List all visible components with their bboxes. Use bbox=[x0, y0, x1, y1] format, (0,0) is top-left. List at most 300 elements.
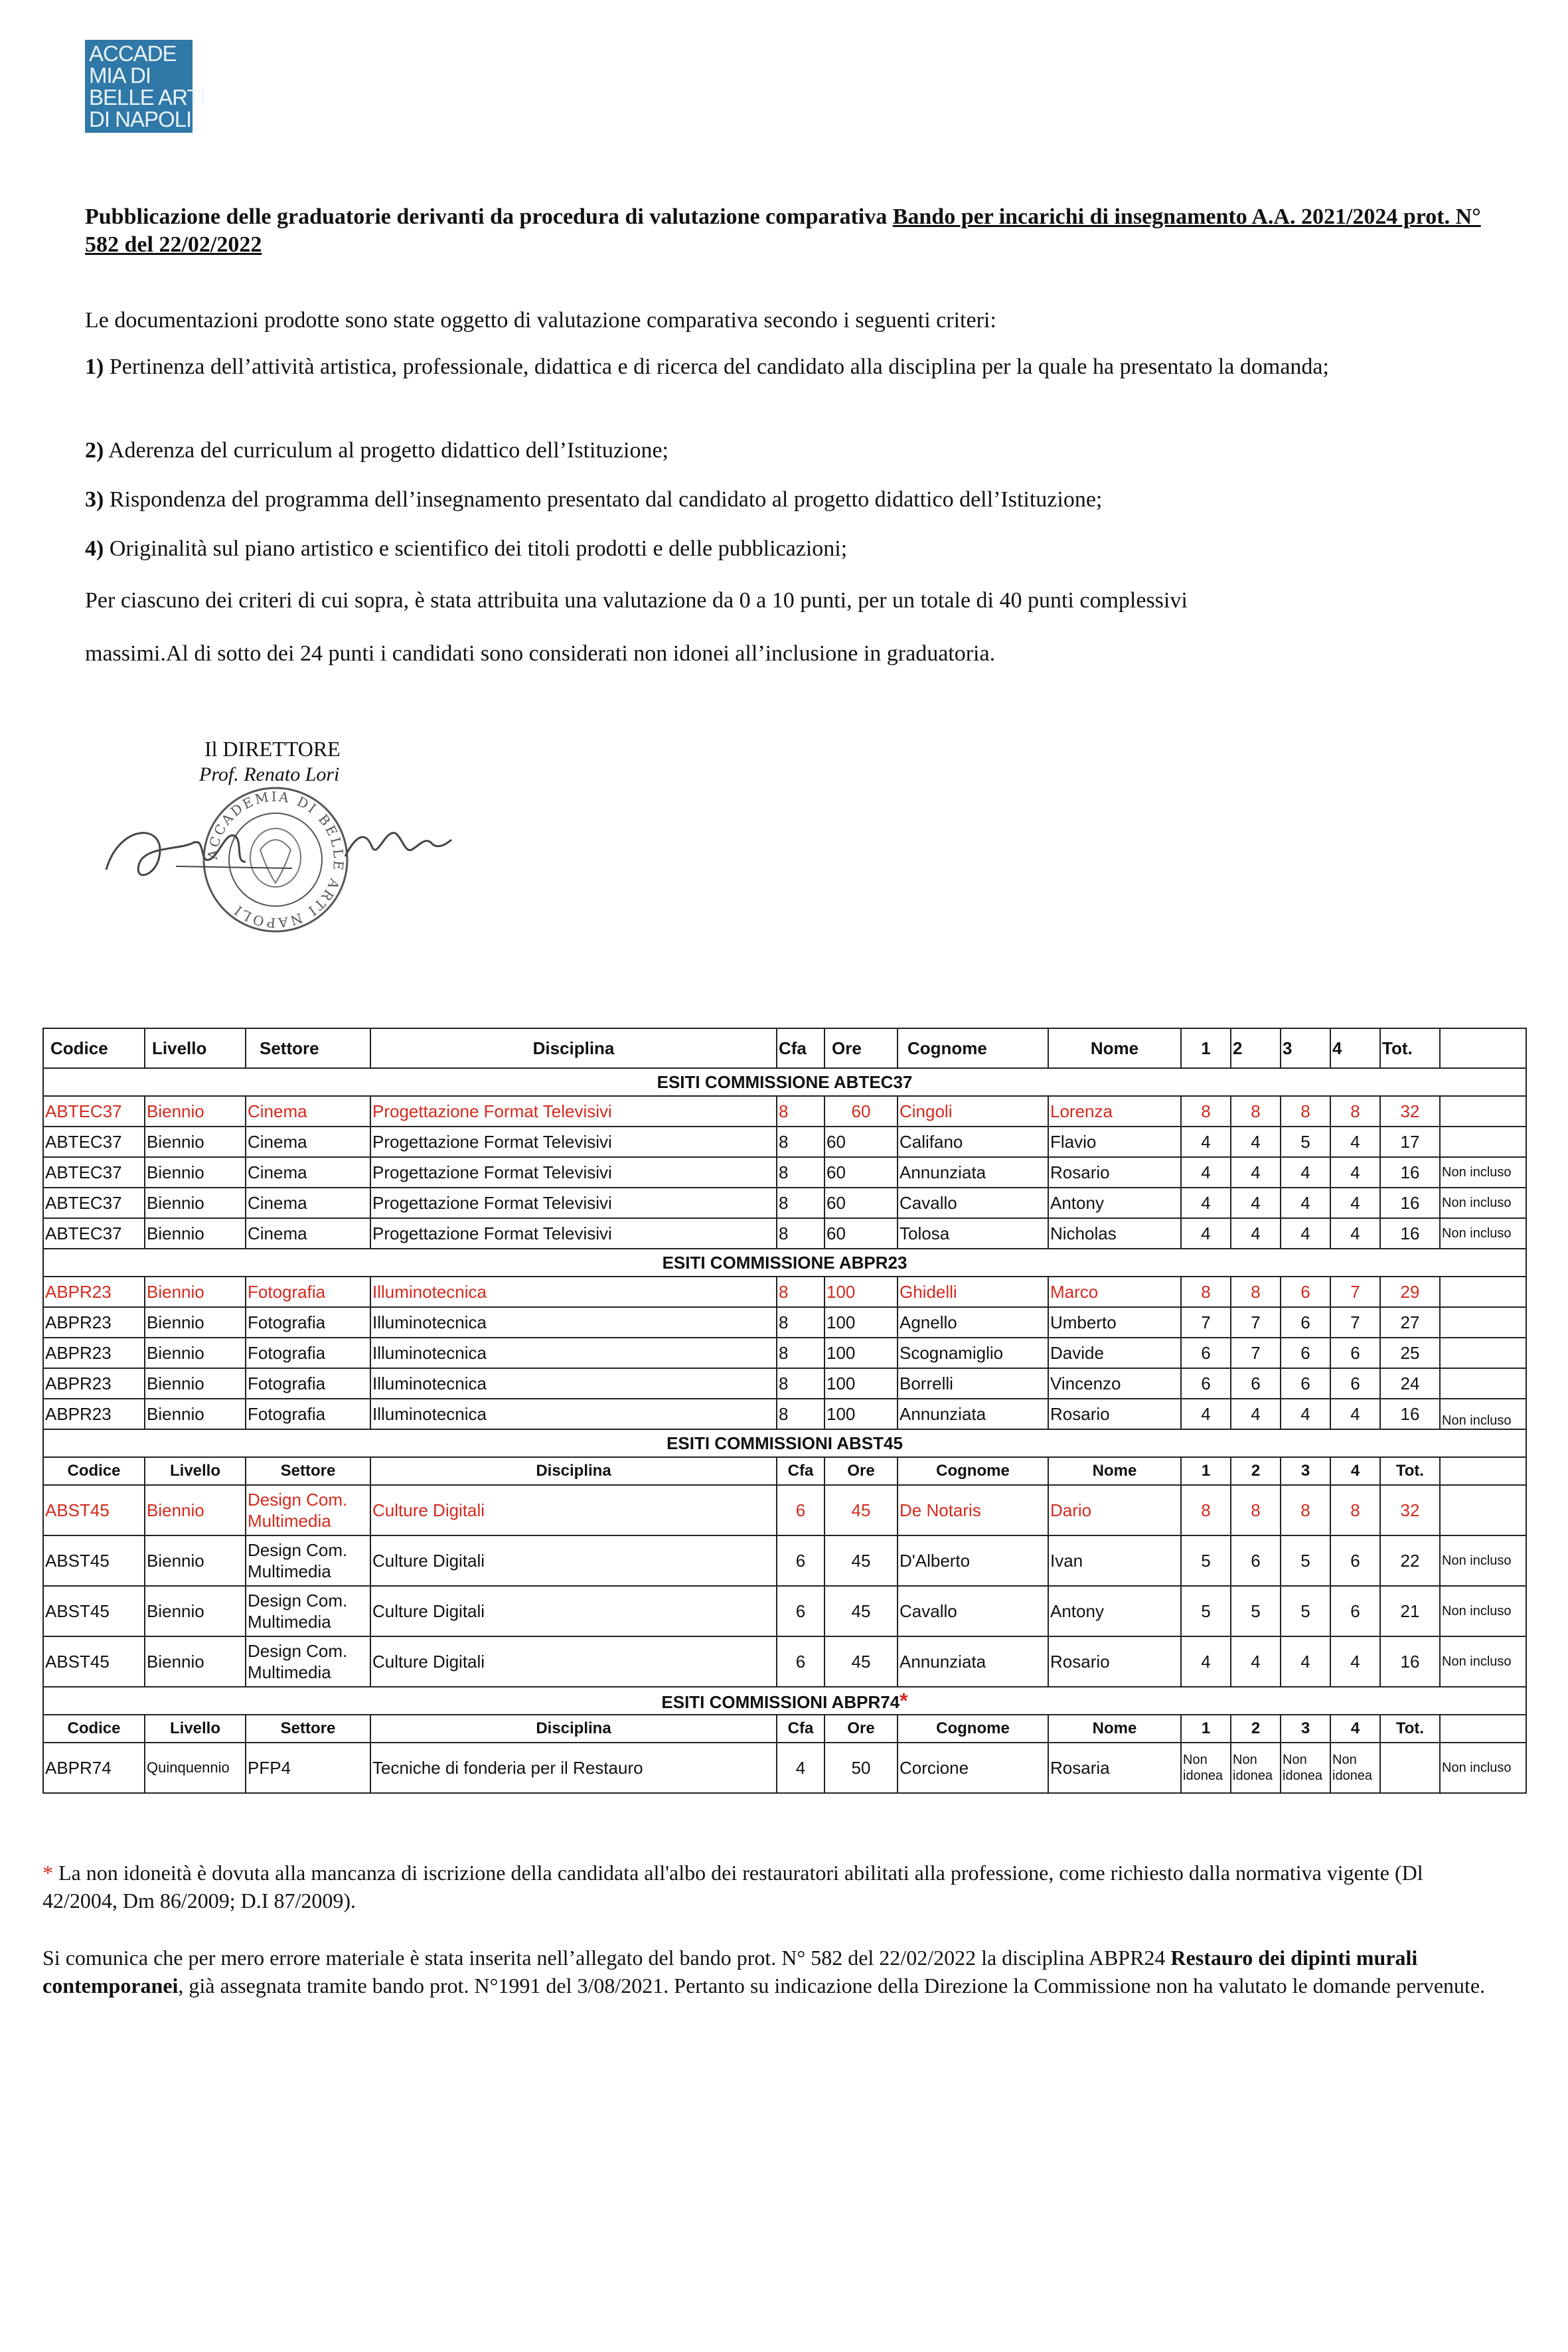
cell-score-2: 6 bbox=[1231, 1368, 1281, 1399]
cell-nome: Rosaria bbox=[1048, 1743, 1181, 1793]
cell-total: 16 bbox=[1380, 1188, 1440, 1218]
header-cell: Cfa bbox=[777, 1028, 824, 1068]
cell-note bbox=[1440, 1307, 1526, 1338]
cell-score-4: 4 bbox=[1330, 1399, 1380, 1429]
cell-score-1: 4 bbox=[1181, 1188, 1231, 1218]
cell-disciplina: Tecniche di fonderia per il Restauro bbox=[370, 1743, 777, 1793]
section-heading-row bbox=[43, 1429, 1526, 1457]
cell-score-3: 6 bbox=[1281, 1277, 1330, 1307]
cell-score-2: 7 bbox=[1231, 1307, 1281, 1338]
cell-livello: Biennio bbox=[145, 1188, 246, 1218]
header-cell: Tot. bbox=[1380, 1715, 1440, 1743]
asterisk-marker: * bbox=[42, 1861, 53, 1885]
header-cell: 1 bbox=[1181, 1715, 1231, 1743]
cell-score-4: 4 bbox=[1330, 1218, 1380, 1249]
cell-score-2: Non idonea bbox=[1231, 1743, 1281, 1793]
cell-note bbox=[1440, 1277, 1526, 1307]
cell-settore: Design Com. Multimedia bbox=[246, 1586, 370, 1636]
header-cell: Settore bbox=[246, 1028, 370, 1068]
cell-total: 32 bbox=[1380, 1096, 1440, 1127]
cell-disciplina: Progettazione Format Televisivi bbox=[370, 1127, 777, 1157]
cell-cognome: Califano bbox=[898, 1127, 1048, 1157]
cell-livello: Biennio bbox=[145, 1277, 246, 1307]
cell-total: 16 bbox=[1380, 1636, 1440, 1687]
cell-score-2: 8 bbox=[1231, 1485, 1281, 1535]
cell-codice: ABPR23 bbox=[43, 1307, 145, 1338]
cell-score-4: 4 bbox=[1330, 1636, 1380, 1687]
cell-settore: Design Com. Multimedia bbox=[246, 1535, 370, 1586]
cell-settore: Cinema bbox=[246, 1096, 370, 1127]
cell-total: 17 bbox=[1380, 1127, 1440, 1157]
cell-codice: ABST45 bbox=[43, 1535, 145, 1586]
cell-total: 16 bbox=[1380, 1157, 1440, 1188]
header-cell: Nome bbox=[1048, 1457, 1181, 1485]
table-row bbox=[43, 1485, 1526, 1535]
criterion-text: Pertinenza dell’attività artistica, professionale, didattica e di ricerca del candidato alla disciplina per la quale ha presentato la domanda; bbox=[104, 354, 1329, 379]
cell-score-2: 4 bbox=[1231, 1127, 1281, 1157]
header-cell: Settore bbox=[246, 1457, 370, 1485]
document-heading bbox=[85, 203, 1519, 259]
cell-note: Non incluso bbox=[1440, 1535, 1526, 1586]
cell-score-3: 4 bbox=[1281, 1218, 1330, 1249]
cell-livello: Biennio bbox=[145, 1127, 246, 1157]
cell-score-3: 8 bbox=[1281, 1485, 1330, 1535]
cell-score-4: 4 bbox=[1330, 1157, 1380, 1188]
cell-disciplina: Illuminotecnica bbox=[370, 1399, 777, 1429]
cell-score-3: Non idonea bbox=[1281, 1743, 1330, 1793]
cell-note: Non incluso bbox=[1440, 1218, 1526, 1249]
cell-ore: 100 bbox=[824, 1338, 898, 1368]
cell-ore: 100 bbox=[824, 1307, 898, 1338]
header-cell: 3 bbox=[1281, 1028, 1330, 1068]
cell-score-1: 8 bbox=[1181, 1096, 1231, 1127]
header-cell: Nome bbox=[1048, 1028, 1181, 1068]
cell-ore: 60 bbox=[824, 1218, 898, 1249]
cell-score-3: 5 bbox=[1281, 1127, 1330, 1157]
logo-line: BELLE ARTI bbox=[89, 85, 205, 110]
cell-settore: Fotografia bbox=[246, 1307, 370, 1338]
criterion-3 bbox=[85, 486, 1492, 514]
table-row bbox=[43, 1338, 1526, 1368]
cell-settore: Cinema bbox=[246, 1218, 370, 1249]
cell-score-2: 8 bbox=[1231, 1096, 1281, 1127]
header-cell: 3 bbox=[1281, 1457, 1330, 1485]
director-name: Prof. Renato Lori bbox=[199, 763, 340, 785]
cell-ore: 45 bbox=[824, 1535, 898, 1586]
academy-logo bbox=[85, 40, 205, 133]
header-cell bbox=[1440, 1457, 1526, 1485]
cell-score-1: 4 bbox=[1181, 1636, 1231, 1687]
table-row bbox=[43, 1096, 1526, 1127]
cell-disciplina: Progettazione Format Televisivi bbox=[370, 1188, 777, 1218]
cell-codice: ABTEC37 bbox=[43, 1127, 145, 1157]
section-heading-row bbox=[43, 1068, 1526, 1096]
cell-disciplina: Culture Digitali bbox=[370, 1485, 777, 1535]
header-cell: Disciplina bbox=[370, 1028, 777, 1068]
cell-ore: 100 bbox=[824, 1399, 898, 1429]
cell-cfa: 8 bbox=[777, 1188, 824, 1218]
cell-disciplina: Illuminotecnica bbox=[370, 1368, 777, 1399]
header-cell: Codice bbox=[43, 1715, 145, 1743]
cell-livello: Biennio bbox=[145, 1586, 246, 1636]
cell-cfa: 8 bbox=[777, 1399, 824, 1429]
signature-block bbox=[93, 737, 491, 936]
cell-livello: Biennio bbox=[145, 1485, 246, 1535]
cell-score-4: 8 bbox=[1330, 1096, 1380, 1127]
heading-bando-reference: Bando per incarichi di insegnamento A.A. 2021/2024 prot. N° 582 del 22/02/2022 bbox=[85, 204, 1481, 257]
header-cell bbox=[1440, 1028, 1526, 1068]
cell-note bbox=[1440, 1485, 1526, 1535]
cell-note: Non incluso bbox=[1440, 1399, 1526, 1429]
cell-disciplina: Culture Digitali bbox=[370, 1586, 777, 1636]
footnote-text: La non idoneità è dovuta alla mancanza di iscrizione della candidata all'albo dei restauratori abilitati alla professione, come richiesto dalla normativa vigente (Dl 42/2004, Dm 86/2009; D.I 87/2009). bbox=[42, 1861, 1423, 1913]
cell-livello: Biennio bbox=[145, 1338, 246, 1368]
cell-cfa: 8 bbox=[777, 1127, 824, 1157]
cell-settore: Design Com. Multimedia bbox=[246, 1636, 370, 1687]
cell-score-4: 4 bbox=[1330, 1188, 1380, 1218]
cell-ore: 100 bbox=[824, 1277, 898, 1307]
section-title: ESITI COMMISSIONE ABPR23 bbox=[43, 1249, 1526, 1277]
logo-line: ACCADE bbox=[89, 41, 177, 66]
header-cell: Cfa bbox=[777, 1457, 824, 1485]
seal-text: ACCADEMIA DI BELLE ARTI NAPOLI bbox=[204, 788, 347, 931]
table-row bbox=[43, 1399, 1526, 1429]
cell-total: 27 bbox=[1380, 1307, 1440, 1338]
cell-nome: Marco bbox=[1048, 1277, 1181, 1307]
cell-note bbox=[1440, 1127, 1526, 1157]
cell-score-1: 5 bbox=[1181, 1586, 1231, 1636]
table-row bbox=[43, 1743, 1526, 1793]
cell-note bbox=[1440, 1368, 1526, 1399]
cell-score-4: 7 bbox=[1330, 1277, 1380, 1307]
header-cell: 2 bbox=[1231, 1028, 1281, 1068]
criterion-number: 3) bbox=[85, 487, 104, 512]
cell-ore: 60 bbox=[824, 1157, 898, 1188]
header-cell: Livello bbox=[145, 1028, 246, 1068]
cell-score-4: 6 bbox=[1330, 1535, 1380, 1586]
cell-livello: Biennio bbox=[145, 1218, 246, 1249]
cell-nome: Nicholas bbox=[1048, 1218, 1181, 1249]
cell-cognome: Ghidelli bbox=[898, 1277, 1048, 1307]
header-cell: 4 bbox=[1330, 1457, 1380, 1485]
header-cell: 2 bbox=[1231, 1715, 1281, 1743]
cell-cfa: 8 bbox=[777, 1307, 824, 1338]
cell-cognome: Corcione bbox=[898, 1743, 1048, 1793]
cell-nome: Lorenza bbox=[1048, 1096, 1181, 1127]
cell-nome: Rosario bbox=[1048, 1157, 1181, 1188]
header-cell: 2 bbox=[1231, 1457, 1281, 1485]
cell-livello: Biennio bbox=[145, 1307, 246, 1338]
cell-cfa: 4 bbox=[777, 1743, 824, 1793]
logo-line: DI NAPOLI bbox=[89, 107, 192, 131]
cell-score-3: 6 bbox=[1281, 1338, 1330, 1368]
cell-score-4: 7 bbox=[1330, 1307, 1380, 1338]
cell-cognome: Cingoli bbox=[898, 1096, 1048, 1127]
intro-text: Le documentazioni prodotte sono state oggetto di valutazione comparativa secondo i seguenti criteri: bbox=[85, 308, 996, 333]
header-cell: Settore bbox=[246, 1715, 370, 1743]
header-cell: Disciplina bbox=[370, 1457, 777, 1485]
cell-codice: ABPR23 bbox=[43, 1368, 145, 1399]
cell-settore: Fotografia bbox=[246, 1338, 370, 1368]
cell-cognome: Annunziata bbox=[898, 1399, 1048, 1429]
cell-score-3: 8 bbox=[1281, 1096, 1330, 1127]
cell-disciplina: Culture Digitali bbox=[370, 1636, 777, 1687]
cell-score-3: 4 bbox=[1281, 1636, 1330, 1687]
cell-score-3: 4 bbox=[1281, 1157, 1330, 1188]
cell-cognome: Agnello bbox=[898, 1307, 1048, 1338]
section-heading-row bbox=[43, 1687, 1526, 1715]
cell-score-3: 6 bbox=[1281, 1368, 1330, 1399]
cell-cfa: 8 bbox=[777, 1338, 824, 1368]
cell-cfa: 8 bbox=[777, 1157, 824, 1188]
cell-score-1: 4 bbox=[1181, 1399, 1231, 1429]
section-heading-row bbox=[43, 1249, 1526, 1277]
cell-total: 21 bbox=[1380, 1586, 1440, 1636]
cell-score-2: 7 bbox=[1231, 1338, 1281, 1368]
criterion-4 bbox=[85, 535, 1492, 563]
cell-note: Non incluso bbox=[1440, 1157, 1526, 1188]
cell-ore: 60 bbox=[824, 1096, 898, 1127]
criterion-text: Aderenza del curriculum al progetto didattico dell’Istituzione; bbox=[104, 438, 668, 463]
cell-score-1: 4 bbox=[1181, 1218, 1231, 1249]
cell-note: Non incluso bbox=[1440, 1743, 1526, 1793]
criterion-number: 4) bbox=[85, 536, 104, 561]
cell-nome: Davide bbox=[1048, 1338, 1181, 1368]
table-row bbox=[43, 1218, 1526, 1249]
cell-nome: Flavio bbox=[1048, 1127, 1181, 1157]
scoring-text-2: massimi.Al di sotto dei 24 punti i candidati sono considerati non idonei all’inclusione in graduatoria. bbox=[85, 641, 996, 666]
cell-nome: Umberto bbox=[1048, 1307, 1181, 1338]
cell-settore: Fotografia bbox=[246, 1399, 370, 1429]
cell-score-2: 4 bbox=[1231, 1188, 1281, 1218]
cell-ore: 45 bbox=[824, 1586, 898, 1636]
cell-nome: Rosario bbox=[1048, 1636, 1181, 1687]
cell-score-3: 5 bbox=[1281, 1535, 1330, 1586]
cell-score-1: 8 bbox=[1181, 1277, 1231, 1307]
section-title: ESITI COMMISSIONI ABST45 bbox=[43, 1429, 1526, 1457]
table-subheader-row bbox=[43, 1457, 1526, 1485]
cell-settore: Fotografia bbox=[246, 1368, 370, 1399]
cell-score-4: Non idonea bbox=[1330, 1743, 1380, 1793]
errata-discipline: Restauro dei dipinti murali contemporanei bbox=[42, 1946, 1418, 1998]
cell-cfa: 6 bbox=[777, 1535, 824, 1586]
table-row bbox=[43, 1277, 1526, 1307]
cell-cognome: De Notaris bbox=[898, 1485, 1048, 1535]
cell-score-1: 6 bbox=[1181, 1338, 1231, 1368]
criterion-text: Rispondenza del programma dell’insegnamento presentato dal candidato al progetto didattico dell’Istituzione; bbox=[104, 487, 1103, 512]
header-cell: 1 bbox=[1181, 1457, 1231, 1485]
cell-disciplina: Progettazione Format Televisivi bbox=[370, 1218, 777, 1249]
table-row bbox=[43, 1368, 1526, 1399]
table-row bbox=[43, 1127, 1526, 1157]
cell-score-4: 4 bbox=[1330, 1127, 1380, 1157]
cell-score-2: 4 bbox=[1231, 1399, 1281, 1429]
header-cell: 1 bbox=[1181, 1028, 1231, 1068]
cell-cfa: 8 bbox=[777, 1218, 824, 1249]
cell-codice: ABST45 bbox=[43, 1586, 145, 1636]
header-cell: Ore bbox=[824, 1028, 898, 1068]
cell-note: Non incluso bbox=[1440, 1586, 1526, 1636]
cell-ore: 100 bbox=[824, 1368, 898, 1399]
cell-disciplina: Culture Digitali bbox=[370, 1535, 777, 1586]
header-cell: 4 bbox=[1330, 1028, 1380, 1068]
criterion-number: 1) bbox=[85, 354, 104, 379]
cell-note bbox=[1440, 1338, 1526, 1368]
cell-codice: ABST45 bbox=[43, 1485, 145, 1535]
cell-total: 16 bbox=[1380, 1399, 1440, 1429]
table-header-row bbox=[43, 1028, 1526, 1068]
cell-score-4: 6 bbox=[1330, 1368, 1380, 1399]
header-cell: Livello bbox=[145, 1715, 246, 1743]
cell-cognome: Cavallo bbox=[898, 1586, 1048, 1636]
cell-codice: ABTEC37 bbox=[43, 1096, 145, 1127]
cell-codice: ABPR74 bbox=[43, 1743, 145, 1793]
cell-score-3: 6 bbox=[1281, 1307, 1330, 1338]
header-cell: Livello bbox=[145, 1457, 246, 1485]
cell-livello: Biennio bbox=[145, 1399, 246, 1429]
cell-total: 25 bbox=[1380, 1338, 1440, 1368]
section-title bbox=[43, 1687, 1526, 1715]
cell-livello: Biennio bbox=[145, 1636, 246, 1687]
header-cell: Cognome bbox=[898, 1028, 1048, 1068]
cell-codice: ABPR23 bbox=[43, 1399, 145, 1429]
director-signature bbox=[93, 783, 491, 916]
header-cell: Cognome bbox=[898, 1715, 1048, 1743]
table-row bbox=[43, 1535, 1526, 1586]
header-cell: Nome bbox=[1048, 1715, 1181, 1743]
cell-ore: 50 bbox=[824, 1743, 898, 1793]
cell-score-2: 4 bbox=[1231, 1157, 1281, 1188]
cell-score-3: 5 bbox=[1281, 1586, 1330, 1636]
cell-total: 29 bbox=[1380, 1277, 1440, 1307]
cell-codice: ABTEC37 bbox=[43, 1188, 145, 1218]
cell-cognome: D'Alberto bbox=[898, 1535, 1048, 1586]
cell-score-1: 7 bbox=[1181, 1307, 1231, 1338]
cell-nome: Antony bbox=[1048, 1586, 1181, 1636]
cell-nome: Rosario bbox=[1048, 1399, 1181, 1429]
header-cell: Disciplina bbox=[370, 1715, 777, 1743]
cell-cognome: Cavallo bbox=[898, 1188, 1048, 1218]
cell-total: 32 bbox=[1380, 1485, 1440, 1535]
cell-nome: Dario bbox=[1048, 1485, 1181, 1535]
cell-score-2: 4 bbox=[1231, 1218, 1281, 1249]
cell-livello: Biennio bbox=[145, 1368, 246, 1399]
table-row bbox=[43, 1636, 1526, 1687]
cell-cfa: 6 bbox=[777, 1586, 824, 1636]
rankings-table bbox=[42, 1028, 1527, 1794]
cell-score-4: 8 bbox=[1330, 1485, 1380, 1535]
cell-total: 24 bbox=[1380, 1368, 1440, 1399]
cell-score-1: 4 bbox=[1181, 1157, 1231, 1188]
table-subheader-row bbox=[43, 1715, 1526, 1743]
footnote bbox=[42, 1859, 1503, 1915]
cell-score-2: 6 bbox=[1231, 1535, 1281, 1586]
cell-note: Non incluso bbox=[1440, 1636, 1526, 1687]
cell-codice: ABPR23 bbox=[43, 1277, 145, 1307]
cell-total: 22 bbox=[1380, 1535, 1440, 1586]
cell-nome: Vincenzo bbox=[1048, 1368, 1181, 1399]
director-title: Il DIRETTORE bbox=[204, 737, 341, 761]
cell-total bbox=[1380, 1743, 1440, 1793]
cell-cognome: Scognamiglio bbox=[898, 1338, 1048, 1368]
errata-text-1: Si comunica che per mero errore materiale è stata inserita nell’allegato del bando prot. N° 582 del 22/02/2022 la disciplina ABPR24 bbox=[42, 1946, 1171, 1970]
cell-score-4: 6 bbox=[1330, 1338, 1380, 1368]
cell-score-2: 8 bbox=[1231, 1277, 1281, 1307]
table-row bbox=[43, 1307, 1526, 1338]
cell-cognome: Annunziata bbox=[898, 1157, 1048, 1188]
criterion-number: 2) bbox=[85, 438, 104, 463]
cell-codice: ABTEC37 bbox=[43, 1218, 145, 1249]
criterion-1 bbox=[85, 353, 1492, 381]
cell-settore: Cinema bbox=[246, 1127, 370, 1157]
cell-settore: Cinema bbox=[246, 1188, 370, 1218]
cell-score-1: 6 bbox=[1181, 1368, 1231, 1399]
errata-text-2: , già assegnata tramite bando prot. N°1991 del 3/08/2021. Pertanto su indicazione della Direzione la Commissione non ha valutato le domande pervenute. bbox=[178, 1974, 1486, 1998]
header-cell: Tot. bbox=[1380, 1457, 1440, 1485]
cell-disciplina: Illuminotecnica bbox=[370, 1307, 777, 1338]
header-cell: Codice bbox=[43, 1028, 145, 1068]
header-cell bbox=[1440, 1715, 1526, 1743]
cell-score-2: 4 bbox=[1231, 1636, 1281, 1687]
cell-cognome: Borrelli bbox=[898, 1368, 1048, 1399]
cell-ore: 60 bbox=[824, 1188, 898, 1218]
criterion-text: Originalità sul piano artistico e scientifico dei titoli prodotti e delle pubblicazioni; bbox=[104, 536, 848, 561]
cell-codice: ABTEC37 bbox=[43, 1157, 145, 1188]
header-cell: Cognome bbox=[898, 1457, 1048, 1485]
cell-score-3: 4 bbox=[1281, 1399, 1330, 1429]
cell-codice: ABPR23 bbox=[43, 1338, 145, 1368]
cell-cfa: 8 bbox=[777, 1096, 824, 1127]
cell-score-1: Non idonea bbox=[1181, 1743, 1231, 1793]
cell-ore: 60 bbox=[824, 1127, 898, 1157]
cell-score-3: 4 bbox=[1281, 1188, 1330, 1218]
cell-disciplina: Illuminotecnica bbox=[370, 1277, 777, 1307]
cell-livello: Quinquennio bbox=[145, 1743, 246, 1793]
logo-line: MIA DI bbox=[89, 63, 151, 88]
cell-disciplina: Progettazione Format Televisivi bbox=[370, 1157, 777, 1188]
header-cell: 4 bbox=[1330, 1715, 1380, 1743]
cell-score-1: 4 bbox=[1181, 1127, 1231, 1157]
cell-settore: Design Com. Multimedia bbox=[246, 1485, 370, 1535]
cell-score-2: 5 bbox=[1231, 1586, 1281, 1636]
cell-note bbox=[1440, 1096, 1526, 1127]
cell-disciplina: Illuminotecnica bbox=[370, 1338, 777, 1368]
cell-settore: PFP4 bbox=[246, 1743, 370, 1793]
header-cell: Tot. bbox=[1380, 1028, 1440, 1068]
cell-livello: Biennio bbox=[145, 1157, 246, 1188]
cell-total: 16 bbox=[1380, 1218, 1440, 1249]
cell-ore: 45 bbox=[824, 1485, 898, 1535]
cell-cfa: 8 bbox=[777, 1368, 824, 1399]
cell-livello: Biennio bbox=[145, 1096, 246, 1127]
cell-disciplina: Progettazione Format Televisivi bbox=[370, 1096, 777, 1127]
cell-cfa: 8 bbox=[777, 1277, 824, 1307]
cell-settore: Fotografia bbox=[246, 1277, 370, 1307]
errata-notice bbox=[42, 1944, 1503, 1999]
header-cell: Ore bbox=[824, 1715, 898, 1743]
cell-cognome: Tolosa bbox=[898, 1218, 1048, 1249]
header-cell: 3 bbox=[1281, 1715, 1330, 1743]
header-cell: Codice bbox=[43, 1457, 145, 1485]
cell-settore: Cinema bbox=[246, 1157, 370, 1188]
criterion-2 bbox=[85, 437, 1492, 465]
section-title-text: ESITI COMMISSIONI ABPR74 bbox=[661, 1691, 900, 1712]
asterisk-marker: * bbox=[900, 1688, 908, 1713]
cell-score-4: 6 bbox=[1330, 1586, 1380, 1636]
cell-cfa: 6 bbox=[777, 1485, 824, 1535]
table-row bbox=[43, 1188, 1526, 1218]
cell-score-1: 8 bbox=[1181, 1485, 1231, 1535]
